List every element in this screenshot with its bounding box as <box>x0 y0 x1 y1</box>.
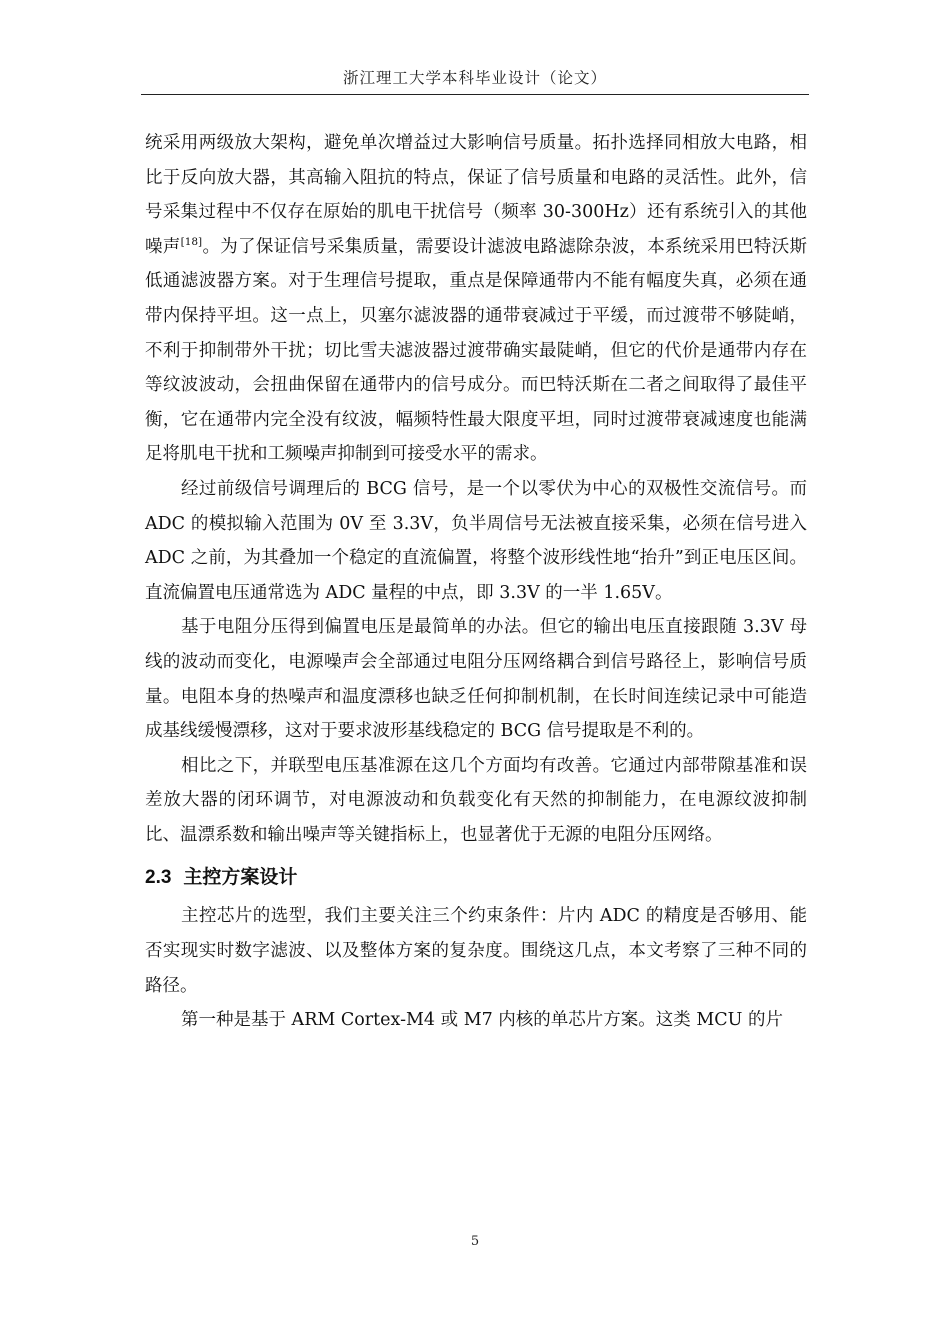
main-text <box>145 126 807 1038</box>
paragraph-voltage-reference: 相比之下，并联型电压基准源在这几个方面均有改善。它通过内部带隙基准和误差放大器的闭环调节，对电源波动和负载变化有天然的抑制能力，在电源纹波抑制比、温漂系数和输出噪声等关键指标上，也显著优于无源的电阻分压网络。 <box>145 755 807 845</box>
paragraph-dc-bias: 经过前级信号调理后的 BCG 信号，是一个以零伏为中心的双极性交流信号。而 ADC 的模拟输入范围为 0V 至 3.3V，负半周信号无法被直接采集，必须在信号进入 ADC 之前，为其叠加一个稳定的直流偏置，将整个波形线性地“抬升”到正电压区间。直流偏置电压通常选为 ADC 量程的中点，即 3.3V 的一半 1.65V。 <box>145 478 807 603</box>
section-number: 2.3 <box>145 867 172 889</box>
running-header: 浙江理工大学本科毕业设计（论文） <box>342 69 607 87</box>
section-title: 主控方案设计 <box>183 866 298 889</box>
section-heading <box>145 860 807 895</box>
paragraph-text: 统采用两级放大架构，避免单次增益过大影响信号质量。拓扑选择同相放大电路，相比于反向放大器，其高输入阻抗的特点，保证了信号质量和电路的灵活性。此外，信号采集过程中不仅存在原始的肌电干扰信号（频率 30-300Hz）还有系统引入的其他噪声 <box>145 133 807 257</box>
paragraph-mcu-selection: 主控芯片的选型，我们主要关注三个约束条件：片内 ADC 的精度是否够用、能否实现实时数字滤波、以及整体方案的复杂度。围绕这几点，本文考察了三种不同的路径。 <box>145 906 807 996</box>
paragraph-resistor-divider: 基于电阻分压得到偏置电压是最简单的办法。但它的输出电压直接跟随 3.3V 母线的波动而变化，电源噪声会全部通过电阻分压网络耦合到信号路径上，影响信号质量。电阻本身的热噪声和温度漂移也缺乏任何抑制机制，在长时间连续记录中可能造成基线缓慢漂移，这对于要求波形基线稳定的 BCG 信号提取是不利的。 <box>145 617 807 742</box>
paragraph-first-option: 第一种是基于 ARM Cortex-M4 或 M7 内核的单芯片方案。这类 MCU 的片 <box>181 1010 783 1031</box>
citation-ref: [18] <box>180 235 203 248</box>
paragraph-text: 。为了保证信号采集质量，需要设计滤波电路滤除杂波，本系统采用巴特沃斯低通滤波器方案。对于生理信号提取，重点是保障通带内不能有幅度失真，必须在通带内保持平坦。这一点上，贝塞尔滤波器的通带衰减过于平缓，而过渡带不够陡峭，不利于抑制带外干扰；切比雪夫滤波器过渡带确实最陡峭，但它的代价是通带内存在等纹波波动，会扭曲保留在通带内的信号成分。而巴特沃斯在二者之间取得了最佳平衡，它在通带内完全没有纹波，幅频特性最大限度平坦，同时过渡带衰减速度也能满足将肌电干扰和工频噪声抑制到可接受水平的需求。 <box>145 236 808 465</box>
page-number: 5 <box>470 1234 480 1249</box>
paragraph-amplifier-filter <box>145 126 807 472</box>
header-rule <box>141 94 809 95</box>
